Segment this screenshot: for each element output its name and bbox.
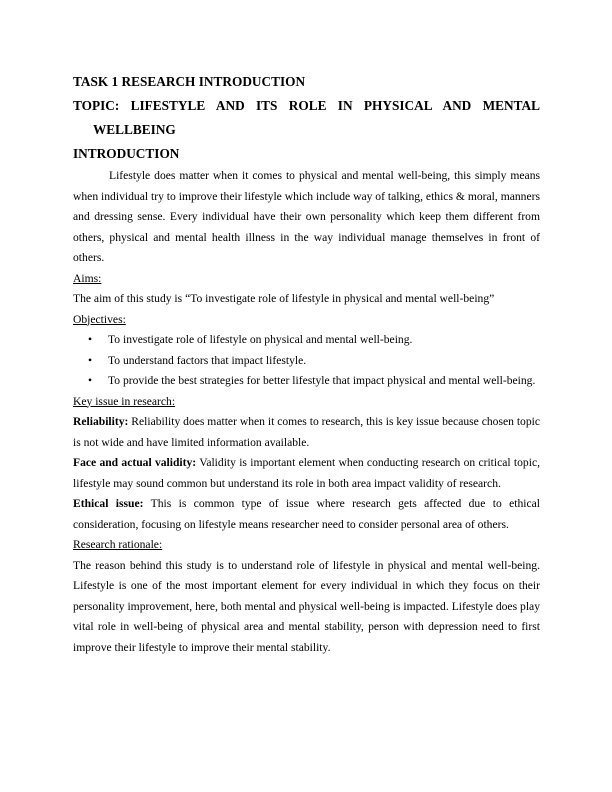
task-heading: TASK 1 RESEARCH INTRODUCTION	[73, 74, 306, 89]
key-issue-term: Ethical issue:	[73, 497, 144, 510]
key-issue-text: Validity is important element when conducting research on critical topic, lifestyle may sound common but understand its role in both area impact validity of research.	[73, 456, 540, 490]
key-issue-label: Key issue in research:	[73, 394, 176, 408]
bullet-icon: •	[88, 374, 93, 387]
objective-item	[73, 330, 540, 351]
bullet-icon: •	[88, 353, 93, 367]
objective-item	[73, 371, 540, 392]
aims-text: The aim of this study is “To investigate role of lifestyle in physical and mental well-being”	[73, 292, 495, 305]
objectives-label: Objectives:	[73, 312, 126, 326]
key-issue-validity	[73, 453, 540, 494]
key-issue-ethical	[73, 494, 540, 535]
topic-heading-line-1: TOPIC: LIFESTYLE AND ITS ROLE IN PHYSICAL AND MENTAL	[73, 98, 540, 113]
key-issue-term: Reliability:	[73, 415, 129, 428]
objective-text: To understand factors that impact lifestyle.	[108, 353, 307, 367]
objectives-list	[73, 330, 540, 392]
objective-item	[73, 351, 540, 372]
document-page	[73, 70, 540, 658]
rationale-paragraph: The reason behind this study is to understand role of lifestyle in physical and mental well-being. Lifestyle is one of the most important element for every individual in which they focus on their personality improvement, here, both mental and physical well-being is impacted. Lifestyle does play vital role in well-being of physical area and mental stability, person with depression need to first improve their lifestyle to improve their mental stability.	[73, 558, 540, 654]
key-issue-reliability	[73, 412, 540, 453]
key-issue-term: Face and actual validity:	[73, 456, 197, 469]
bullet-icon: •	[88, 333, 93, 346]
key-issue-text: This is common type of issue where research gets affected due to ethical consideration, focusing on lifestyle means researcher need to consider personal area of others.	[73, 497, 540, 531]
key-issue-text: Reliability does matter when it comes to research, this is key issue because chosen topic is not wide and have limited information available.	[73, 415, 540, 449]
rationale-label: Research rationale:	[73, 538, 163, 551]
topic-heading-line-2: WELLBEING	[93, 122, 176, 137]
introduction-paragraph: Lifestyle does matter when it comes to physical and mental well-being, this simply means when individual try to improve their lifestyle which include way of talking, ethics & moral, manners and dressing sense. Every individual have their own personality which keep them different from others, physical and mental health illness in the way individual manage themselves in front of others.	[73, 169, 540, 264]
objective-text: To provide the best strategies for better lifestyle that impact physical and mental well-being.	[108, 374, 536, 387]
aims-label: Aims:	[73, 271, 102, 285]
objective-text: To investigate role of lifestyle on physical and mental well-being.	[108, 333, 413, 346]
introduction-heading: INTRODUCTION	[73, 146, 180, 161]
